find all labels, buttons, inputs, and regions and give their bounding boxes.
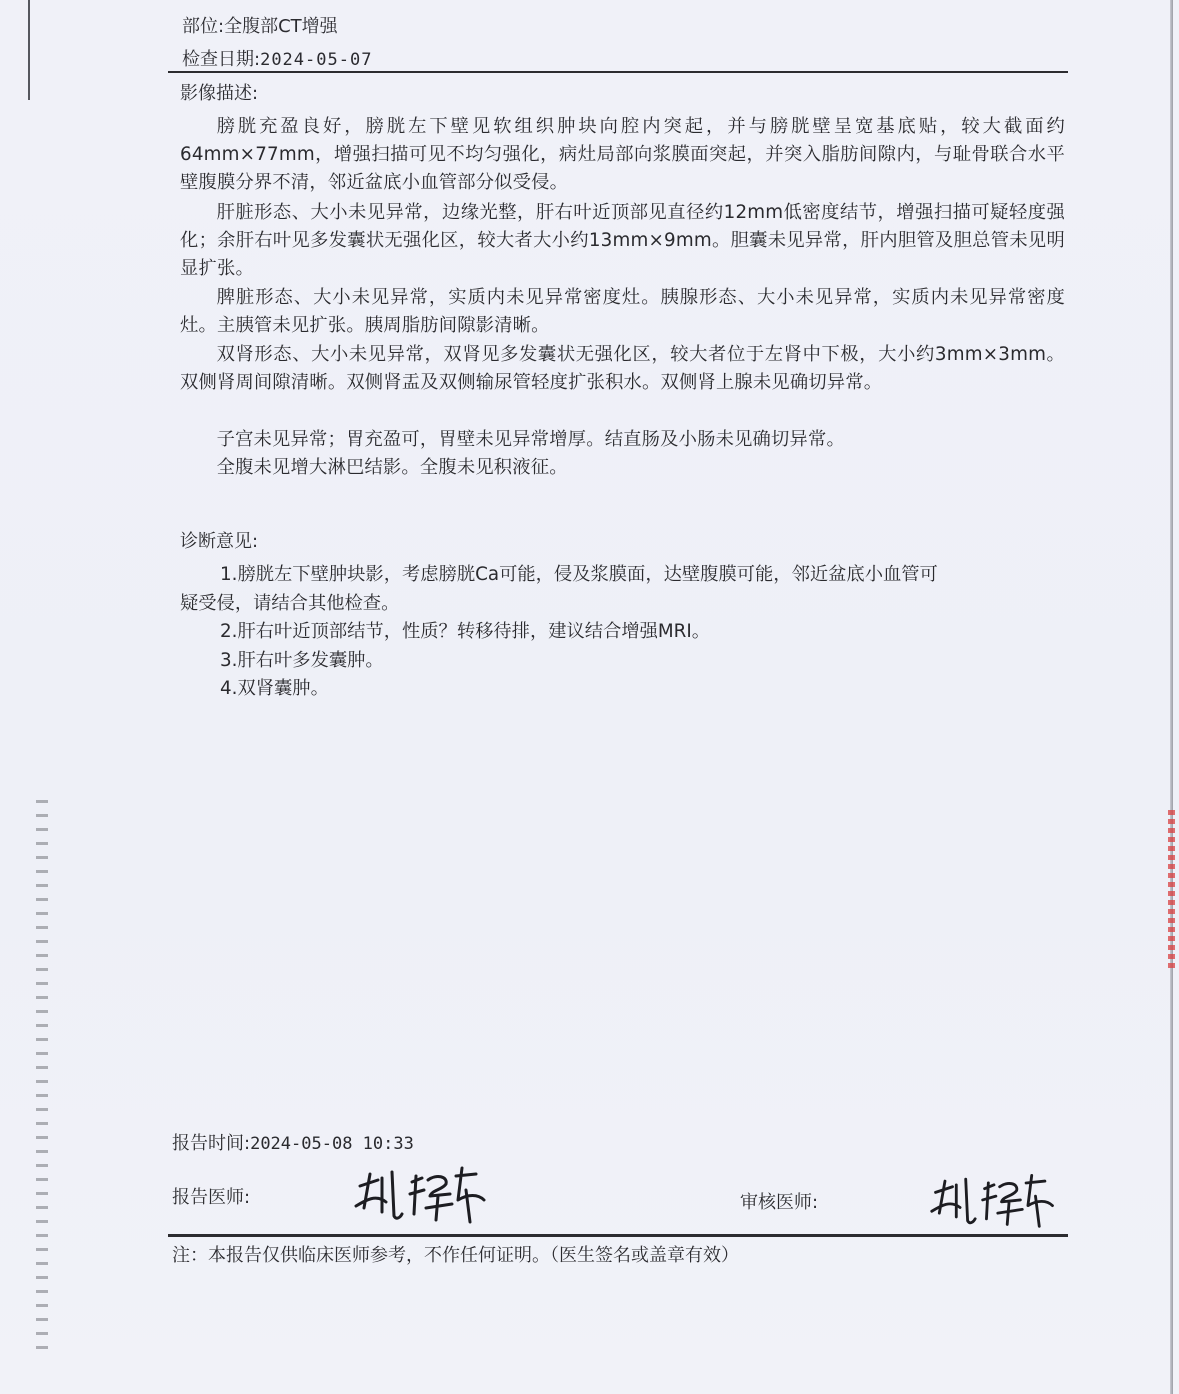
diagnosis-item: 4.双肾囊肿。 bbox=[220, 678, 329, 699]
scan-edge-right bbox=[1170, 0, 1173, 1394]
exam-location bbox=[182, 12, 338, 38]
diagnosis-list bbox=[180, 561, 1065, 704]
report-time bbox=[172, 1129, 414, 1155]
reporting-doctor-signature bbox=[352, 1160, 492, 1226]
diagnosis-title: 诊断意见: bbox=[180, 531, 259, 552]
footer-rule bbox=[168, 1234, 1068, 1237]
report-time-value: 2024-05-08 10:33 bbox=[250, 1134, 414, 1154]
findings-paragraph: 全腹未见增大淋巴结影。全腹未见积液征。 bbox=[216, 457, 568, 478]
findings-paragraph: 脾脏形态、大小未见异常，实质内未见异常密度灶。胰腺形态、大小未见异常，实质内未见异常密度灶。主胰管未见扩张。胰周脂肪间隙影清晰。 bbox=[180, 287, 1065, 337]
stamp-fragment bbox=[1168, 810, 1175, 970]
exam-location-value: 全腹部CT增强 bbox=[224, 16, 338, 37]
reviewing-doctor-signature bbox=[928, 1166, 1060, 1232]
report-time-label: 报告时间: bbox=[172, 1133, 251, 1154]
findings-paragraph: 肝脏形态、大小未见异常，边缘光整，肝右叶近顶部见直径约12mm低密度结节，增强扫描可疑轻度强化；余肝右叶见多发囊状无强化区，较大者大小约13mm×9mm。胆囊未见异常，肝内胆管及胆总管未见明显扩张。 bbox=[180, 202, 1065, 280]
findings-paragraph: 子宫未见异常；胃充盈可，胃壁未见异常增厚。结直肠及小肠未见确切异常。 bbox=[216, 429, 845, 450]
exam-date bbox=[182, 45, 372, 71]
report-disclaimer: 注：本报告仅供临床医师参考，不作任何证明。（医生签名或盖章有效） bbox=[172, 1245, 739, 1266]
diagnosis-item: 3.肝右叶多发囊肿。 bbox=[220, 649, 384, 671]
findings-paragraph: 双肾形态、大小未见异常，双肾见多发囊状无强化区，较大者位于左肾中下极，大小约3mm×3mm。双侧肾周间隙清晰。双侧肾盂及双侧输尿管轻度扩张积水。双侧肾上腺未见确切异常。 bbox=[180, 344, 1065, 394]
reviewing-doctor-label: 审核医师: bbox=[740, 1192, 819, 1213]
scan-noise bbox=[36, 800, 48, 1360]
findings-title: 影像描述: bbox=[180, 83, 259, 104]
scan-edge-left bbox=[28, 0, 30, 100]
diagnosis-item: 1.膀胱左下壁肿块影，考虑膀胱Ca可能，侵及浆膜面，达壁腹膜可能，邻近盆底小血管可 bbox=[220, 564, 938, 585]
exam-location-label: 部位: bbox=[182, 16, 225, 37]
diagnosis-item-continued: 疑受侵，请结合其他检查。 bbox=[180, 592, 400, 614]
header-rule bbox=[168, 71, 1068, 73]
findings-paragraph: 膀胱充盈良好，膀胱左下壁见软组织肿块向腔内突起，并与膀胱壁呈宽基底贴，较大截面约64mm×77mm，增强扫描可见不均匀强化，病灶局部向浆膜面突起，并突入脂肪间隙内，与耻骨联合水平壁腹膜分界不清，邻近盆底小血管部分似受侵。 bbox=[180, 116, 1065, 194]
exam-date-value: 2024-05-07 bbox=[260, 50, 373, 70]
exam-date-label: 检查日期: bbox=[182, 49, 261, 70]
diagnosis-item: 2.肝右叶近顶部结节，性质？转移待排，建议结合增强MRI。 bbox=[220, 621, 711, 642]
reporting-doctor-label: 报告医师: bbox=[172, 1187, 251, 1208]
